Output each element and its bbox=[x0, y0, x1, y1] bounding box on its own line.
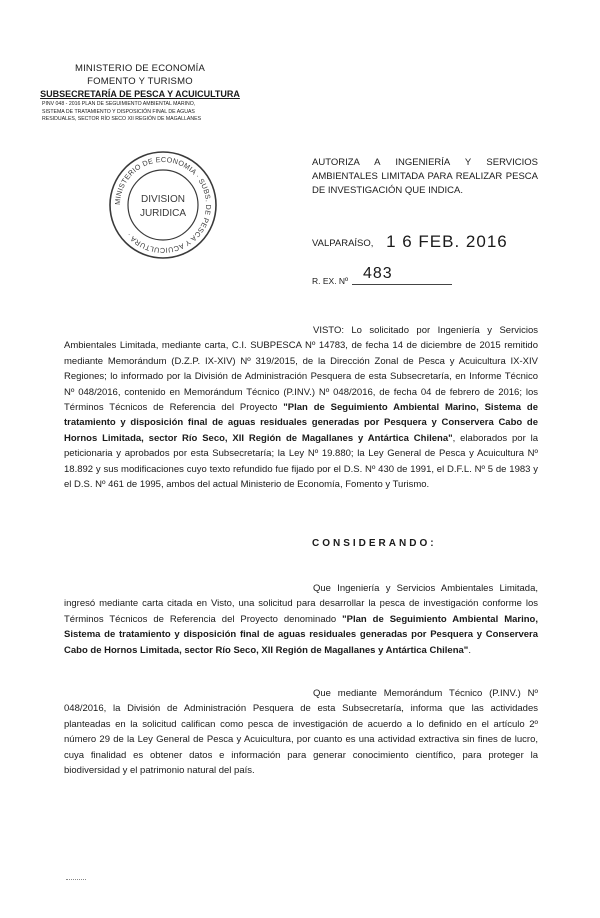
visto-text-a: VISTO: Lo solicitado por Ingeniería y Servicios Ambientales Limitada, mediante carta, C.I. SUBPESCA Nº 14783, de fecha 14 de diciembre de 2015 remitido mediante Memorándum (D.Z.P. IX-XIV) Nº 319/2015, de la Dirección Zonal de Pesca y Acuicultura IX-XIV Regiones; lo informado por la División de Administración Pesquera de esta Subsecretaría, en Informe Técnico Nº 048/2016, contenido en Memorándum Técnico (P.INV.) Nº 048/2016, de fecha 04 de febrero de 2016; los Términos Técnicos de Referencia del Proyecto bbox=[64, 325, 538, 414]
subsecretaria-name: SUBSECRETARÍA DE PESCA Y ACUICULTURA bbox=[40, 89, 240, 99]
considerando-paragraph-1 bbox=[64, 581, 538, 658]
stamp-center-line-1: DIVISION bbox=[141, 194, 185, 205]
resolution-reference: AUTORIZA A INGENIERÍA Y SERVICIOS AMBIENTALES LIMITADA PARA REALIZAR PESCA DE INVESTIGACIÓN QUE INDICA. bbox=[312, 157, 538, 196]
considerando-1-text: Que Ingeniería y Servicios Ambientales Limitada, ingresó mediante carta citada en Visto, una solicitud para desarrollar la pesca de investigación conforme los Términos Técnicos de Referencia del Proyecto denominado bbox=[64, 583, 538, 625]
division-juridica-stamp bbox=[106, 148, 220, 262]
ministry-name: MINISTERIO DE ECONOMÍA bbox=[74, 63, 206, 74]
considerando-1-project-title: "Plan de Seguimiento Ambiental Marino, Sistema de tratamiento y disposición final de aguas residuales generadas por Pesquera y Conservera Cabo de Hornos Limitada, sector Río Seco, XII Región de Magallanes y Antártica Chilena" bbox=[64, 613, 538, 656]
resolution-underline bbox=[352, 284, 452, 285]
resolution-number-line bbox=[312, 265, 452, 286]
header-small-line-2: SISTEMA DE TRATAMIENTO Y DISPOSICIÓN FINAL DE AGUAS bbox=[42, 108, 195, 115]
stamp-center-line-2: JURIDICA bbox=[139, 208, 187, 219]
considerando-1-end: . bbox=[468, 644, 471, 656]
considerando-heading: CONSIDERANDO: bbox=[312, 538, 437, 549]
page-mark bbox=[66, 879, 86, 880]
header-small-line-3: RESIDUALES, SECTOR RÍO SECO XII REGIÓN DE MAGALLANES bbox=[42, 116, 202, 122]
visto-project-title: "Plan de Seguimiento Ambiental Marino, Sistema de tratamiento y disposición final de aguas residuales generadas por Pesquera y Conservera Cabo de Hornos Limitada, sector Río Seco, XII Región de Magallanes y Antártica Chilena" bbox=[64, 402, 538, 444]
considerando-paragraph-2: Que mediante Memorándum Técnico (P.INV.) Nº 048/2016, la División de Administración Pesquera de esta Subsecretaría, informa que las actividades planteadas en la solicitud califican como pesca de investigación de acuerdo a lo definido en el artículo 2º número 29 de la Ley General de Pesca y Acuicultura, por cuanto es una actividad extractiva sin fines de lucro, cuya finalidad es obtener datos e información para generar conocimiento científico, para proteger la biodiversidad y el patrimonio natural del país. bbox=[64, 688, 538, 777]
date-city: VALPARAÍSO, bbox=[312, 238, 374, 249]
resolution-prefix: R. EX. Nº bbox=[312, 276, 349, 286]
resolution-number: 483 bbox=[363, 265, 393, 282]
header-small-line-1: PINV 048 - 2016 PLAN DE SEGUIMIENTO AMBIENTAL MARINO, bbox=[42, 101, 196, 107]
visto-text-b: , elaborados por la peticionaria y aprobados por esta Subsecretaría; la Ley Nº 19.880; la Ley General de Pesca y Acuicultura Nº 18.892 y sus modificaciones cuyo texto refundido fue fijado por el D.S. Nº 430 de 1991, el D.F.L. Nº 5 de 1983 y el D.S. Nº 461 de 1995, ambos del actual Ministerio de Economía, Fomento y Turismo. bbox=[64, 432, 538, 491]
stamp-ring-text: MINISTERIO DE ECONOMIA · SUBS. DE PESCA Y ACUICULTURA · bbox=[112, 154, 214, 256]
visto-paragraph bbox=[64, 323, 538, 492]
ministry-subtitle: FOMENTO Y TURISMO bbox=[87, 76, 193, 87]
letterhead bbox=[40, 62, 240, 124]
date-line bbox=[312, 232, 508, 252]
date-stamp: 1 6 FEB. 2016 bbox=[386, 232, 508, 251]
